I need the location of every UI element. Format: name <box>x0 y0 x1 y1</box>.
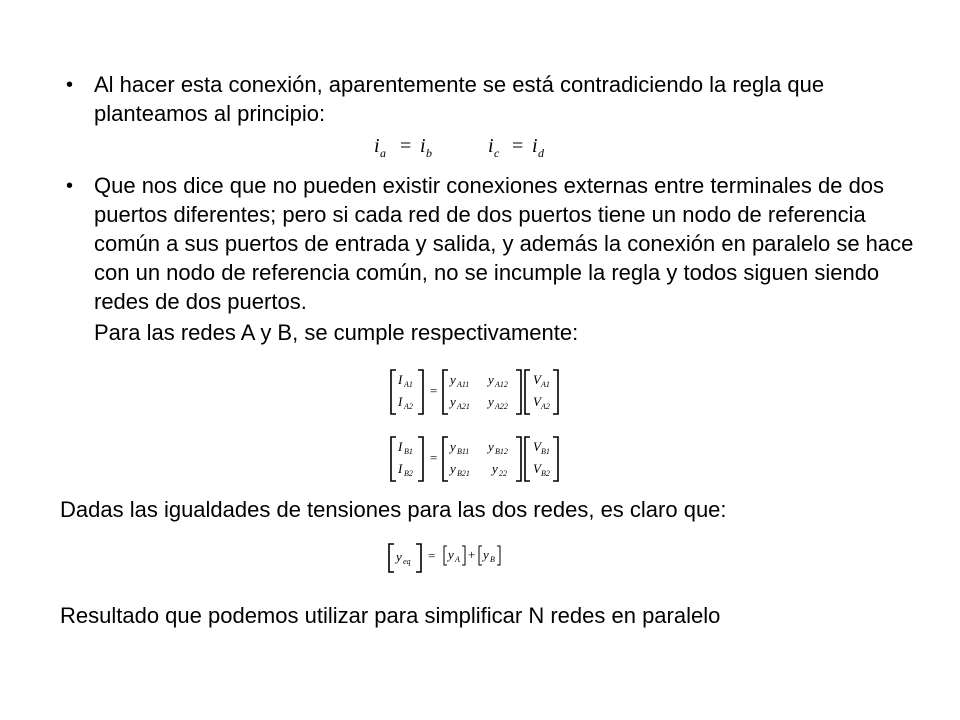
matrix-subscript: B1 <box>541 447 550 456</box>
eq-term: i <box>532 135 538 157</box>
matrix-subscript: B12 <box>495 447 508 456</box>
matrix-entry: I <box>398 461 403 476</box>
bullet-text-two-port-explanation: Que nos dice que no pueden existir conexiones externas entre terminales de dos puertos diferentes; pero si cada red de dos puertos tiene un nodo de referencia común a sus puertos de entrada y salida, y además la conexión en paralelo se hace con un nodo de referencia común, no se incumple la regla y todos siguen siendo redes de dos puertos. <box>94 173 914 314</box>
eq-equals: = <box>512 135 524 157</box>
eq-equals: = <box>400 135 412 157</box>
ya-symbol: y <box>448 547 454 562</box>
bullet-text-rule-contradiction: Al hacer esta conexión, aparentemente se está contradiciendo la regla que planteamos al principio: <box>94 72 825 126</box>
matrix-subscript: B2 <box>541 469 550 478</box>
matrix-subscript: A2 <box>404 402 413 411</box>
matrix-entry: y <box>488 394 494 409</box>
rule-equation <box>370 130 570 166</box>
matrix-equals: = <box>430 383 438 398</box>
eq-subscript: d <box>538 146 544 160</box>
matrix-entry: y <box>450 439 456 454</box>
matrix-subscript: A11 <box>457 380 470 389</box>
eq-subscript: a <box>380 146 386 160</box>
matrix-subscript: B1 <box>404 447 413 456</box>
matrix-entry: I <box>398 372 403 387</box>
bullet-marker: • <box>66 74 74 96</box>
ya-subscript: A <box>455 555 460 564</box>
matrix-entry: y <box>450 461 456 476</box>
equivalent-admittance-equation <box>386 541 526 575</box>
yb-subscript: B <box>490 555 495 564</box>
matrix-entry: V <box>533 394 541 409</box>
matrix-subscript: A2 <box>541 402 550 411</box>
yeq-subscript: eq <box>403 557 411 566</box>
matrix-subscript: B2 <box>404 469 413 478</box>
matrix-equals: = <box>430 450 438 465</box>
plus-sign: + <box>468 547 476 562</box>
yb-symbol: y <box>483 547 489 562</box>
eq-subscript: b <box>426 146 432 160</box>
networks-intro-text: Para las redes A y B, se cumple respectivamente: <box>94 320 579 345</box>
eq-term: i <box>488 135 494 157</box>
matrix-entry: I <box>398 394 403 409</box>
eq-subscript: c <box>494 146 500 160</box>
matrix-equation-b <box>388 434 568 484</box>
voltage-equalities-text: Dadas las igualdades de tensiones para las dos redes, es claro que: <box>60 497 727 522</box>
matrix-subscript: A21 <box>457 402 470 411</box>
matrix-entry: I <box>398 439 403 454</box>
matrix-subscript: 22 <box>499 469 507 478</box>
matrix-entry: V <box>533 461 541 476</box>
yeq-symbol: y <box>396 549 402 564</box>
matrix-entry: y <box>492 461 498 476</box>
matrix-entry: y <box>488 439 494 454</box>
matrix-subscript: B21 <box>457 469 470 478</box>
eq-term: i <box>420 135 426 157</box>
eq-equals: = <box>428 548 436 563</box>
matrix-subscript: A12 <box>495 380 508 389</box>
matrix-entry: y <box>450 394 456 409</box>
matrix-subscript: A22 <box>495 402 508 411</box>
matrix-subscript: A1 <box>404 380 413 389</box>
matrix-entry: y <box>450 372 456 387</box>
matrix-entry: y <box>488 372 494 387</box>
matrix-entry: V <box>533 372 541 387</box>
matrix-subscript: A1 <box>541 380 550 389</box>
matrix-subscript: B11 <box>457 447 470 456</box>
bullet-marker: • <box>66 175 74 197</box>
eq-term: i <box>374 135 380 157</box>
conclusion-text: Resultado que podemos utilizar para simplificar N redes en paralelo <box>60 603 721 628</box>
matrix-equation-a <box>388 367 568 417</box>
matrix-entry: V <box>533 439 541 454</box>
